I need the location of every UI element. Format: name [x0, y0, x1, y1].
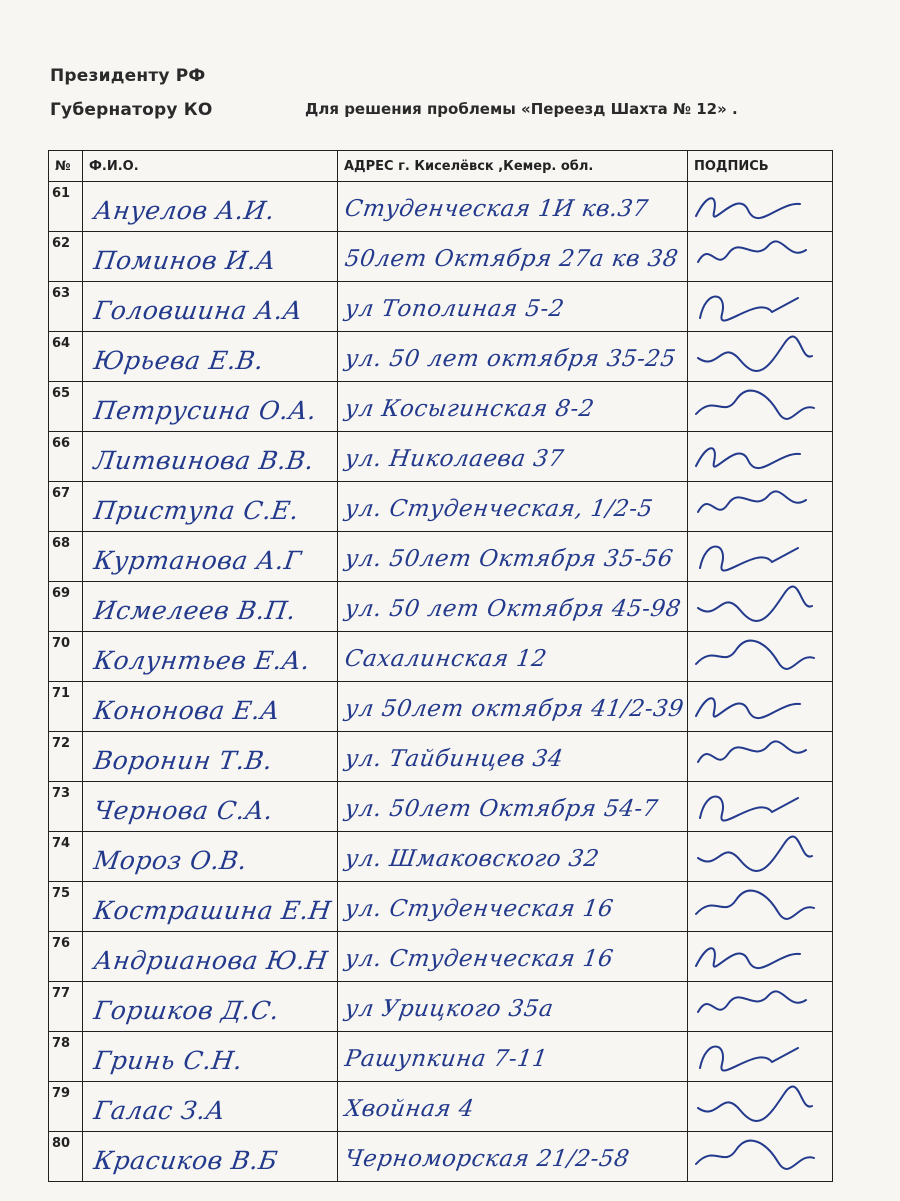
table-row [49, 282, 833, 332]
row-number-cell [49, 932, 83, 982]
table-row [49, 832, 833, 882]
signature-scribble [688, 682, 833, 731]
table-row [49, 1032, 833, 1082]
row-number: 75 [52, 886, 71, 901]
address-cell [338, 432, 688, 482]
row-number-cell [49, 1032, 83, 1082]
table-row [49, 182, 833, 232]
row-number-cell [49, 232, 83, 282]
row-number: 70 [52, 636, 71, 651]
signature-cell [688, 1032, 833, 1082]
signature-cell [688, 982, 833, 1032]
row-number-cell [49, 282, 83, 332]
handwritten-signature [688, 682, 832, 731]
name-cell [83, 882, 338, 932]
table-row [49, 1082, 833, 1132]
table-row [49, 882, 833, 932]
column-header-number: № [49, 151, 83, 182]
handwritten-name: Кострашина Е.Н [91, 896, 334, 925]
signature-scribble [688, 882, 833, 931]
row-number: 68 [52, 536, 71, 551]
handwritten-signature [688, 232, 832, 281]
row-number: 78 [52, 1036, 71, 1051]
table-row [49, 232, 833, 282]
handwritten-address: ул Тополиная 5-2 [343, 296, 566, 322]
signature-cell [688, 932, 833, 982]
table-row [49, 782, 833, 832]
address-cell [338, 682, 688, 732]
handwritten-address: 50лет Октября 27а кв 38 [343, 246, 680, 272]
name-cell [83, 432, 338, 482]
row-number: 62 [52, 236, 71, 251]
row-number: 74 [52, 836, 71, 851]
table-row [49, 732, 833, 782]
column-header-signature: ПОДПИСЬ [688, 151, 833, 182]
handwritten-signature [688, 832, 832, 881]
signature-rows [49, 182, 833, 1182]
handwritten-name: Горшков Д.С. [91, 996, 282, 1025]
row-number-cell [49, 382, 83, 432]
address-cell [338, 732, 688, 782]
name-cell [83, 532, 338, 582]
name-cell [83, 1032, 338, 1082]
signature-cell [688, 1132, 833, 1182]
handwritten-name: Чернова С.А. [91, 796, 276, 825]
handwritten-address: ул. 50 лет Октября 45-98 [343, 596, 683, 622]
signature-cell [688, 432, 833, 482]
signature-cell [688, 382, 833, 432]
handwritten-address: Хвойная 4 [343, 1096, 476, 1122]
name-cell [83, 232, 338, 282]
handwritten-address: Рашупкина 7-11 [343, 1046, 550, 1072]
row-number: 72 [52, 736, 71, 751]
row-number-cell [49, 432, 83, 482]
handwritten-signature [688, 332, 832, 381]
signature-scribble [688, 582, 833, 631]
row-number-cell [49, 532, 83, 582]
handwritten-address: ул. Шмаковского 32 [343, 846, 601, 872]
handwritten-address: ул. Студенческая 16 [343, 946, 616, 972]
address-cell [338, 182, 688, 232]
handwritten-name: Поминов И.А [91, 246, 278, 275]
table-row [49, 432, 833, 482]
handwritten-name: Андрианова Ю.Н [91, 946, 330, 975]
signature-scribble [688, 1132, 833, 1181]
handwritten-address: ул. Тайбинцев 34 [343, 746, 565, 772]
handwritten-address: ул. Студенческая 16 [343, 896, 616, 922]
handwritten-name: Приступа С.Е. [91, 496, 301, 525]
petition-subject: Для решения проблемы «Переезд Шахта № 12» . [305, 100, 738, 118]
addressee-governor: Губернатору КО [50, 100, 213, 120]
handwritten-name: Мороз О.В. [91, 846, 250, 875]
handwritten-name: Галас З.А [91, 1096, 228, 1125]
name-cell [83, 682, 338, 732]
table-row [49, 982, 833, 1032]
handwritten-address: ул. Студенческая, 1/2-5 [343, 496, 655, 522]
row-number: 79 [52, 1086, 71, 1101]
signature-scribble [688, 382, 833, 431]
address-cell [338, 1082, 688, 1132]
handwritten-address: ул. Николаева 37 [343, 446, 566, 472]
table-row [49, 1132, 833, 1182]
signature-scribble [688, 732, 833, 781]
name-cell [83, 782, 338, 832]
address-cell [338, 782, 688, 832]
signature-scribble [688, 1032, 833, 1081]
signature-cell [688, 482, 833, 532]
row-number-cell [49, 832, 83, 882]
row-number-cell [49, 882, 83, 932]
row-number-cell [49, 982, 83, 1032]
signature-scribble [688, 482, 833, 531]
table-row [49, 382, 833, 432]
row-number: 67 [52, 486, 71, 501]
handwritten-name: Воронин Т.В. [91, 746, 275, 775]
table-row [49, 932, 833, 982]
handwritten-signature [688, 1032, 832, 1081]
address-cell [338, 232, 688, 282]
handwritten-address: ул. 50 лет октября 35-25 [343, 346, 678, 372]
signature-scribble [688, 282, 833, 331]
handwritten-name: Головшина А.А [91, 296, 305, 325]
handwritten-signature [688, 432, 832, 481]
signature-scribble [688, 782, 833, 831]
handwritten-signature [688, 732, 832, 781]
table-row [49, 482, 833, 532]
name-cell [83, 732, 338, 782]
handwritten-name: Колунтьев Е.А. [91, 646, 313, 675]
row-number-cell [49, 782, 83, 832]
name-cell [83, 482, 338, 532]
address-cell [338, 1032, 688, 1082]
name-cell [83, 582, 338, 632]
handwritten-name: Ануелов А.И. [91, 196, 277, 225]
name-cell [83, 1132, 338, 1182]
handwritten-address: ул 50лет октября 41/2-39 [343, 696, 686, 722]
signature-scribble [688, 232, 833, 281]
handwritten-name: Юрьева Е.В. [91, 346, 266, 375]
row-number-cell [49, 1082, 83, 1132]
name-cell [83, 632, 338, 682]
handwritten-address: ул Косыгинская 8-2 [343, 396, 596, 422]
name-cell [83, 932, 338, 982]
row-number: 63 [52, 286, 71, 301]
signature-cell [688, 682, 833, 732]
name-cell [83, 332, 338, 382]
table-row [49, 582, 833, 632]
addressee-president: Президенту РФ [50, 66, 206, 86]
signature-table [48, 150, 833, 1182]
address-cell [338, 282, 688, 332]
handwritten-name: Красиков В.Б [91, 1146, 280, 1175]
table-row [49, 632, 833, 682]
signature-cell [688, 582, 833, 632]
signature-cell [688, 782, 833, 832]
signature-scribble [688, 532, 833, 581]
name-cell [83, 832, 338, 882]
signature-scribble [688, 432, 833, 481]
handwritten-signature [688, 1082, 832, 1131]
address-cell [338, 882, 688, 932]
signature-cell [688, 732, 833, 782]
handwritten-address: ул. 50лет Октября 35-56 [343, 546, 675, 572]
row-number-cell [49, 582, 83, 632]
address-cell [338, 1132, 688, 1182]
handwritten-name: Куртанова А.Г [91, 546, 304, 575]
handwritten-name: Литвинова В.В. [91, 446, 316, 475]
handwritten-name: Исмелеев В.П. [91, 596, 298, 625]
signature-cell [688, 532, 833, 582]
signature-scribble [688, 182, 833, 231]
signature-scribble [688, 632, 833, 681]
signature-cell [688, 232, 833, 282]
name-cell [83, 382, 338, 432]
signature-scribble [688, 332, 833, 381]
signature-cell [688, 1082, 833, 1132]
handwritten-signature [688, 482, 832, 531]
signature-cell [688, 332, 833, 382]
handwritten-signature [688, 1132, 832, 1181]
row-number: 71 [52, 686, 71, 701]
table-row [49, 332, 833, 382]
row-number-cell [49, 632, 83, 682]
table-row [49, 532, 833, 582]
handwritten-signature [688, 282, 832, 331]
address-cell [338, 532, 688, 582]
handwritten-signature [688, 532, 832, 581]
address-cell [338, 932, 688, 982]
handwritten-address: ул. 50лет Октября 54-7 [343, 796, 660, 822]
handwritten-address: Черноморская 21/2-58 [343, 1146, 632, 1172]
handwritten-address: Сахалинская 12 [343, 646, 549, 672]
row-number-cell [49, 1132, 83, 1182]
address-cell [338, 982, 688, 1032]
row-number: 80 [52, 1136, 71, 1151]
column-header-name: Ф.И.О. [83, 151, 338, 182]
address-cell [338, 582, 688, 632]
name-cell [83, 282, 338, 332]
row-number: 64 [52, 336, 71, 351]
address-cell [338, 332, 688, 382]
handwritten-signature [688, 882, 832, 931]
address-cell [338, 832, 688, 882]
handwritten-address: ул Урицкого 35а [343, 996, 556, 1022]
handwritten-signature [688, 982, 832, 1031]
handwritten-name: Гринь С.Н. [91, 1046, 245, 1075]
signature-scribble [688, 982, 833, 1031]
signature-cell [688, 182, 833, 232]
handwritten-signature [688, 932, 832, 981]
signature-scribble [688, 1082, 833, 1131]
name-cell [83, 1082, 338, 1132]
row-number: 69 [52, 586, 71, 601]
row-number: 77 [52, 986, 71, 1001]
row-number: 65 [52, 386, 71, 401]
row-number-cell [49, 682, 83, 732]
address-cell [338, 632, 688, 682]
row-number: 66 [52, 436, 71, 451]
signature-cell [688, 832, 833, 882]
handwritten-signature [688, 382, 832, 431]
handwritten-signature [688, 182, 832, 231]
handwritten-address: Студенческая 1И кв.37 [343, 196, 650, 222]
handwritten-name: Кононова Е.А [91, 696, 283, 725]
signature-scribble [688, 832, 833, 881]
table-header-row [49, 151, 833, 182]
handwritten-signature [688, 782, 832, 831]
signature-cell [688, 882, 833, 932]
row-number-cell [49, 332, 83, 382]
handwritten-name: Петрусина О.А. [91, 396, 319, 425]
row-number-cell [49, 482, 83, 532]
address-cell [338, 382, 688, 432]
name-cell [83, 982, 338, 1032]
table-row [49, 682, 833, 732]
address-cell [338, 482, 688, 532]
handwritten-signature [688, 632, 832, 681]
row-number: 76 [52, 936, 71, 951]
row-number: 73 [52, 786, 71, 801]
name-cell [83, 182, 338, 232]
column-header-address: АДРЕС г. Киселёвск ,Кемер. обл. [338, 151, 688, 182]
signature-scribble [688, 932, 833, 981]
signature-cell [688, 282, 833, 332]
signature-cell [688, 632, 833, 682]
handwritten-signature [688, 582, 832, 631]
row-number-cell [49, 182, 83, 232]
row-number-cell [49, 732, 83, 782]
row-number: 61 [52, 186, 71, 201]
